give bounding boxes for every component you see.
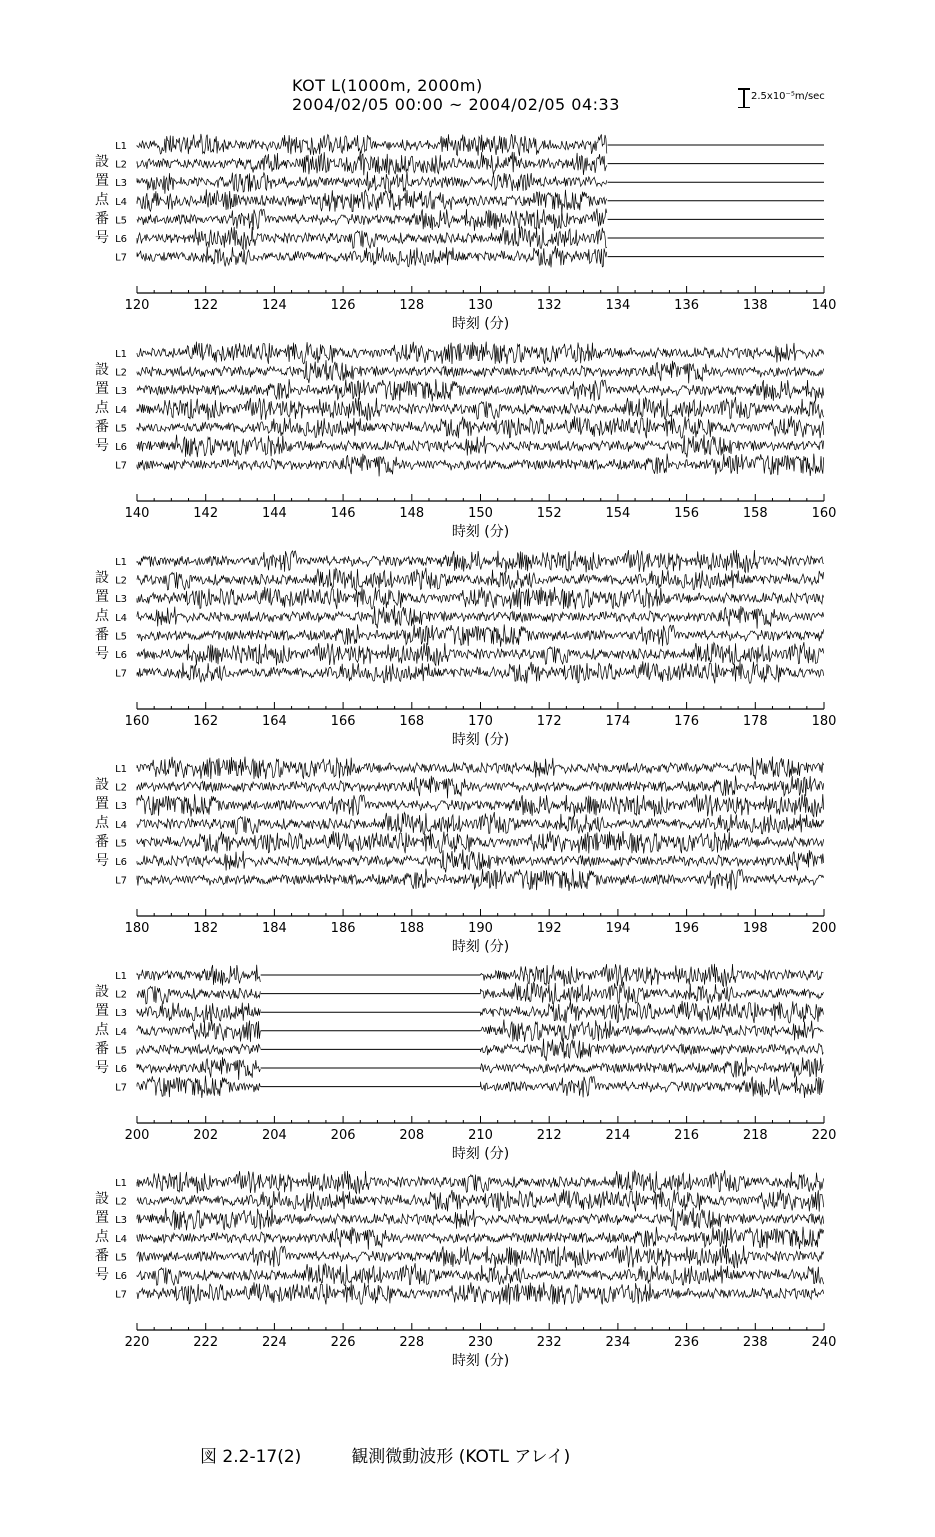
channel-label-l3: L3 — [115, 801, 127, 813]
x-tick-label: 156 — [674, 506, 700, 521]
x-tick-label: 192 — [536, 921, 562, 936]
waveform-trace — [137, 869, 824, 891]
x-tick-label: 130 — [468, 298, 493, 313]
y-axis-label-char: 号 — [95, 1267, 109, 1283]
x-tick-label: 220 — [124, 1335, 150, 1350]
y-axis-label-char: 点 — [95, 608, 109, 624]
x-tick-label: 128 — [399, 298, 425, 313]
waveform-trace — [137, 757, 824, 780]
y-axis-label-char: 置 — [95, 1210, 109, 1226]
chart-title-line2: 2004/02/05 00:00 ~ 2004/02/05 04:33 — [292, 95, 620, 114]
x-tick-label: 162 — [193, 714, 219, 729]
x-tick-label: 216 — [674, 1128, 700, 1143]
channel-label-l2: L2 — [115, 159, 127, 171]
channel-label-l6: L6 — [115, 1064, 127, 1075]
channel-label-l2: L2 — [115, 989, 127, 1001]
waveform-trace — [137, 642, 824, 665]
chart-title-line1: KOT L(1000m, 2000m) — [292, 76, 483, 95]
x-tick-label: 176 — [674, 714, 700, 729]
channel-label-l5: L5 — [115, 1045, 127, 1057]
x-tick-label: 140 — [811, 298, 837, 313]
channel-label-l4: L4 — [115, 404, 127, 416]
x-tick-label: 186 — [330, 921, 356, 936]
waveform-trace — [137, 360, 824, 383]
waveform-trace — [137, 812, 824, 834]
x-tick-label: 234 — [605, 1335, 631, 1350]
y-axis-label-char: 号 — [95, 230, 109, 246]
waveform-trace — [137, 134, 607, 156]
waveform-trace — [137, 986, 260, 1004]
x-tick-label: 188 — [399, 921, 425, 936]
x-tick-label: 138 — [742, 298, 768, 313]
channel-label-l7: L7 — [115, 668, 127, 680]
channel-label-l3: L3 — [115, 1008, 127, 1020]
x-tick-label: 182 — [193, 921, 219, 936]
x-tick-label: 190 — [468, 921, 493, 936]
channel-label-l1: L1 — [115, 764, 127, 775]
waveform-trace — [137, 379, 824, 401]
y-axis-label-char: 設 — [95, 984, 109, 1000]
waveform-trace — [137, 624, 824, 646]
channel-label-l1: L1 — [115, 971, 127, 982]
channel-label-l4: L4 — [115, 1026, 127, 1038]
waveform-trace — [137, 1170, 824, 1193]
waveform-trace — [137, 1003, 260, 1023]
channel-label-l1: L1 — [115, 1178, 127, 1189]
y-axis-label-char: 置 — [95, 796, 109, 812]
y-axis-label-char: 置 — [95, 381, 109, 397]
channel-label-l7: L7 — [115, 875, 127, 887]
x-tick-label: 166 — [330, 714, 356, 729]
x-tick-label: 158 — [742, 506, 768, 521]
channel-label-l5: L5 — [115, 423, 127, 435]
channel-label-l4: L4 — [115, 819, 127, 831]
channel-label-l5: L5 — [115, 631, 127, 643]
x-tick-label: 122 — [193, 298, 219, 313]
channel-label-l2: L2 — [115, 575, 127, 587]
channel-label-l6: L6 — [115, 857, 127, 868]
x-tick-label: 124 — [261, 298, 287, 313]
x-tick-label: 206 — [330, 1128, 356, 1143]
x-tick-label: 218 — [742, 1128, 768, 1143]
waveform-trace — [481, 1076, 824, 1098]
x-axis-label: 時刻 (分) — [451, 316, 510, 332]
x-tick-label: 144 — [261, 506, 287, 521]
x-tick-label: 160 — [811, 506, 837, 521]
waveform-trace — [137, 1189, 824, 1211]
x-tick-label: 174 — [605, 714, 631, 729]
channel-label-l4: L4 — [115, 612, 127, 624]
y-axis-label-char: 設 — [95, 777, 109, 793]
x-tick-label: 184 — [261, 921, 287, 936]
x-tick-label: 238 — [742, 1335, 768, 1350]
channel-label-l5: L5 — [115, 215, 127, 227]
y-axis-label-char: 置 — [95, 173, 109, 189]
y-axis-label-char: 点 — [95, 1022, 109, 1038]
x-tick-label: 198 — [742, 921, 768, 936]
y-axis-label-char: 設 — [95, 1191, 109, 1207]
x-tick-label: 126 — [330, 298, 356, 313]
waveform-trace — [137, 550, 824, 573]
x-tick-label: 204 — [261, 1128, 287, 1143]
x-tick-label: 230 — [468, 1335, 493, 1350]
waveform-trace — [137, 661, 824, 683]
x-axis-label: 時刻 (分) — [451, 524, 510, 540]
channel-label-l5: L5 — [115, 1252, 127, 1264]
channel-label-l1: L1 — [115, 557, 127, 568]
x-tick-label: 194 — [605, 921, 631, 936]
waveform-trace — [137, 454, 824, 477]
channel-label-l2: L2 — [115, 367, 127, 379]
waveform-trace — [481, 1038, 824, 1061]
x-tick-label: 120 — [124, 298, 150, 313]
waveform-trace — [137, 1245, 824, 1268]
channel-label-l1: L1 — [115, 141, 127, 152]
waveform-trace — [137, 209, 607, 231]
channel-label-l3: L3 — [115, 178, 127, 190]
y-axis-label-char: 設 — [95, 362, 109, 378]
y-axis-label-char: 点 — [95, 400, 109, 416]
x-tick-label: 236 — [674, 1335, 700, 1350]
waveform-trace — [137, 435, 824, 458]
x-tick-label: 150 — [468, 506, 493, 521]
x-axis-label: 時刻 (分) — [451, 732, 510, 748]
waveform-trace — [137, 1044, 260, 1055]
waveform-trace — [137, 342, 824, 364]
x-tick-label: 228 — [399, 1335, 425, 1350]
x-tick-label: 152 — [536, 506, 562, 521]
x-tick-label: 208 — [399, 1128, 425, 1143]
channel-label-l7: L7 — [115, 1082, 127, 1094]
waveform-trace — [481, 1057, 824, 1077]
channel-label-l2: L2 — [115, 1196, 127, 1208]
channel-label-l4: L4 — [115, 1233, 127, 1245]
y-axis-label-char: 置 — [95, 1003, 109, 1019]
channel-label-l6: L6 — [115, 650, 127, 661]
waveform-trace — [137, 1282, 824, 1304]
x-tick-label: 146 — [330, 506, 356, 521]
channel-label-l7: L7 — [115, 460, 127, 472]
y-axis-label-char: 番 — [95, 419, 109, 435]
x-tick-label: 180 — [811, 714, 837, 729]
y-axis-label-char: 号 — [95, 438, 109, 454]
waveform-trace — [137, 152, 607, 175]
waveform-trace — [137, 246, 607, 268]
x-tick-label: 202 — [193, 1128, 219, 1143]
waveform-trace — [137, 189, 607, 212]
x-tick-label: 200 — [124, 1128, 150, 1143]
x-tick-label: 212 — [536, 1128, 562, 1143]
x-tick-label: 132 — [536, 298, 562, 313]
waveform-trace — [137, 416, 824, 438]
waveform-trace — [137, 1076, 260, 1098]
channel-label-l6: L6 — [115, 1271, 127, 1282]
x-axis-label: 時刻 (分) — [451, 1353, 510, 1369]
channel-label-l3: L3 — [115, 386, 127, 398]
y-axis-label-char: 番 — [95, 834, 109, 850]
x-tick-label: 196 — [674, 921, 700, 936]
channel-label-l3: L3 — [115, 594, 127, 606]
x-tick-label: 180 — [124, 921, 150, 936]
x-tick-label: 160 — [124, 714, 150, 729]
waveform-trace — [137, 965, 260, 986]
x-tick-label: 136 — [674, 298, 700, 313]
channel-label-l1: L1 — [115, 349, 127, 360]
figure-caption — [200, 1442, 570, 1467]
y-axis-label-char: 号 — [95, 646, 109, 662]
x-axis-label: 時刻 (分) — [451, 939, 510, 955]
x-tick-label: 226 — [330, 1335, 356, 1350]
waveform-trace — [137, 397, 824, 420]
waveform-trace — [137, 850, 824, 873]
x-tick-label: 168 — [399, 714, 425, 729]
channel-label-l6: L6 — [115, 234, 127, 245]
y-axis-label-char: 設 — [95, 570, 109, 586]
waveform-trace — [137, 587, 824, 609]
x-tick-label: 142 — [193, 506, 219, 521]
y-axis-label-char: 点 — [95, 192, 109, 208]
waveform-trace — [137, 568, 824, 590]
y-axis-label-char: 番 — [95, 211, 109, 227]
y-axis-label-char: 点 — [95, 815, 109, 831]
y-axis-label-char: 番 — [95, 1248, 109, 1264]
waveform-trace — [137, 1208, 824, 1231]
x-tick-label: 220 — [811, 1128, 837, 1143]
y-axis-label-char: 号 — [95, 1060, 109, 1076]
waveform-trace — [481, 982, 824, 1004]
x-tick-label: 172 — [536, 714, 562, 729]
x-tick-label: 222 — [193, 1335, 219, 1350]
x-axis-label: 時刻 (分) — [451, 1146, 510, 1162]
x-tick-label: 134 — [605, 298, 631, 313]
channel-label-l3: L3 — [115, 1215, 127, 1227]
waveform-trace — [137, 1020, 260, 1042]
channel-label-l2: L2 — [115, 782, 127, 794]
x-tick-label: 148 — [399, 506, 425, 521]
figure-number: 図 2.2-17(2) — [200, 1447, 302, 1467]
x-tick-label: 154 — [605, 506, 631, 521]
y-axis-label-char: 号 — [95, 853, 109, 869]
waveform-trace — [137, 172, 607, 194]
x-tick-label: 164 — [261, 714, 287, 729]
waveform-trace — [137, 1263, 824, 1285]
waveform-trace — [137, 831, 824, 853]
waveform-trace — [137, 1227, 824, 1250]
x-tick-label: 224 — [261, 1335, 287, 1350]
waveform-trace — [481, 1020, 824, 1042]
y-axis-label-char: 置 — [95, 589, 109, 605]
channel-label-l7: L7 — [115, 1289, 127, 1301]
amplitude-scale-label: 2.5x10⁻⁵m/sec — [751, 91, 825, 102]
waveform-trace — [137, 1057, 260, 1080]
y-axis-label-char: 設 — [95, 154, 109, 170]
y-axis-label-char: 点 — [95, 1229, 109, 1245]
x-tick-label: 200 — [811, 921, 837, 936]
x-tick-label: 232 — [536, 1335, 562, 1350]
channel-label-l6: L6 — [115, 442, 127, 453]
x-tick-label: 140 — [124, 506, 150, 521]
waveform-trace — [137, 605, 824, 628]
waveform-trace — [481, 1001, 824, 1023]
waveform-trace — [137, 227, 607, 250]
channel-label-l7: L7 — [115, 252, 127, 264]
y-axis-label-char: 番 — [95, 1041, 109, 1057]
y-axis-label-char: 番 — [95, 627, 109, 643]
waveform-trace — [137, 794, 824, 817]
channel-label-l4: L4 — [115, 196, 127, 208]
x-tick-label: 210 — [468, 1128, 493, 1143]
x-tick-label: 170 — [468, 714, 493, 729]
waveform-trace — [137, 776, 824, 799]
figure-caption-text: 観測微動波形 (KOTL アレイ) — [351, 1447, 571, 1467]
channel-label-l5: L5 — [115, 838, 127, 850]
x-tick-label: 240 — [811, 1335, 837, 1350]
x-tick-label: 214 — [605, 1128, 631, 1143]
x-tick-label: 178 — [742, 714, 768, 729]
